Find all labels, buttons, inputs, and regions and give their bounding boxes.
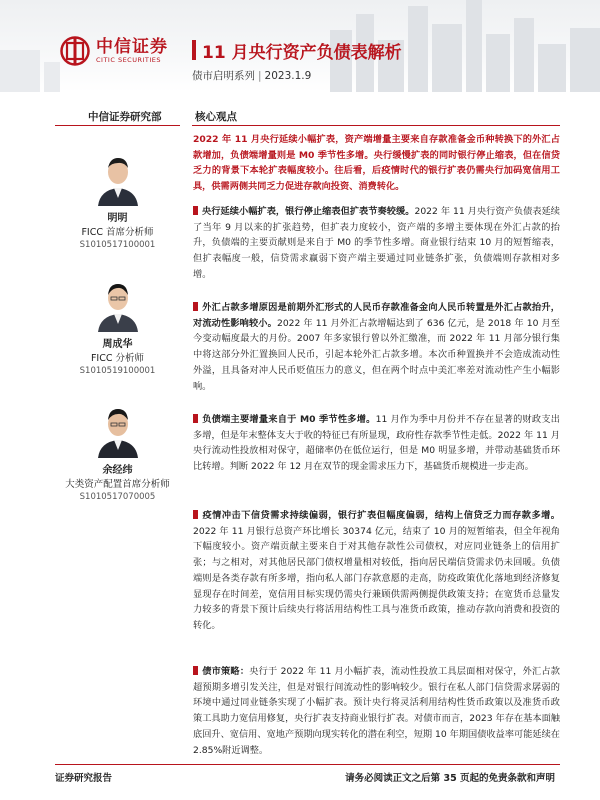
footer-report-type: 证券研究报告 xyxy=(55,773,113,784)
paragraph-body: 11 月作为季中月份并不存在显著的财政支出多增，但是年末整体支大于收的特征已有所显现，政府性存款季节性走低。2022 年 11 月央行流动性投放相对保守，超储率仍在低位运行，但是 M0 明显多增，并带动基础货币环比转增。判断 2022 年 12 月在双节的现金需求压力下，基础货币规模进一步走高。 xyxy=(193,414,560,473)
analyst-license-id: S1010517100001 xyxy=(79,240,156,250)
analyst-title: FICC 首席分析师 xyxy=(81,227,154,238)
series-name: 债市启明系列 xyxy=(192,70,255,82)
series-info xyxy=(192,68,311,83)
analyst-card xyxy=(55,150,180,251)
analyst-title: FICC 分析师 xyxy=(90,353,145,364)
analyst-photo xyxy=(90,276,146,332)
citic-logo-icon xyxy=(60,36,90,66)
analyst-card xyxy=(55,276,180,377)
report-title: 11 月央行资产负债表解析 xyxy=(202,43,402,63)
analyst-title: 大类资产配置首席分析师 xyxy=(65,479,170,490)
paragraph-lead: 债市策略： xyxy=(202,666,250,677)
paragraph-body: 2022 年 11 月银行总资产环比增长 30374 亿元，结束了 10 月的短暂缩表，但全年视角下幅度较小。资产端贡献主要来自于对其他存款性公司债权，对应同业链条上的信用扩张；与之相对，对其他居民部门债权增量相对较低，指向居民端信贷需求仍未回暖。负债端则是各类存款有所多增，指向私人部门存款意愿的走高，防疫政策优化落地到经济修复显现存在时间差，宽信用目标实现仍需央行兼顾供需两侧提供政策支持；在宽货币总量发力较多的背景下预计后续央行将活用结构性工具与准货币政策，推动存款向消费和投资的转化。 xyxy=(193,525,560,631)
logo-chinese-name: 中信证券 xyxy=(96,36,168,57)
key-point-paragraph xyxy=(193,664,560,758)
footer-rule xyxy=(55,764,560,765)
sidebar-rule xyxy=(55,125,180,126)
analyst-photo xyxy=(90,150,146,206)
paragraph-lead: 央行延续小幅扩表，银行停止缩表但扩表节奏较缓。 xyxy=(202,206,415,217)
key-point-paragraph xyxy=(193,204,560,283)
analyst-license-id: S1010517070005 xyxy=(79,492,156,502)
paragraph-lead: 外汇占款多增原因是前期外汇形式的人民币存款准备金向人民币转置是外汇占款抬升，对流动性影响较小。 xyxy=(193,302,560,329)
bullet-marker xyxy=(193,206,198,215)
bullet-marker xyxy=(193,414,198,423)
core-views-heading: 核心观点 xyxy=(195,111,237,123)
analyst-photo xyxy=(90,402,146,458)
sidebar-heading: 中信证券研究部 xyxy=(88,111,162,123)
bullet-marker xyxy=(193,302,198,311)
paragraph-lead: 负债端主要增量来自于 M0 季节性多增。 xyxy=(202,414,376,425)
paragraph-lead: 疫情冲击下信贷需求持续偏弱，银行扩表但幅度偏弱，结构上信贷乏力而存款多增。 xyxy=(202,510,560,521)
key-point-paragraph xyxy=(193,508,560,634)
summary-text: 2022 年 11 月央行延续小幅扩表，资产端增量主要来自存款准备金币种转换下的外汇占款增加，负债端增量则是 M0 季节性多增。央行缓慢扩表的同时银行停止缩表，但在信贷乏力的背景下本轮扩表幅度较小。往后看，后疫情时代的银行扩表仍需央行加码宽信用工具，供需两侧共同乏力促进存款向投资、消费转化。 xyxy=(193,134,560,193)
report-header xyxy=(0,0,600,92)
footer-disclaimer: 请务必阅读正文之后第 35 页起的免责条款和声明 xyxy=(345,773,555,784)
paragraph-body: 央行于 2022 年 11 月小幅扩表，流动性投放工具层面相对保守，外汇占款超预期多增引发关注，但是对银行间流动性的影响较少。银行在私人部门信贷需求孱弱的环境中通过同业链条实现了小幅扩表。预计央行将灵活利用结构性货币政策以及准货币政策工具助力宽信用修复，央行扩表支持商业银行扩表。对债市而言，2023 年存在基本面触底回升、宽信用、宽地产预期向现实转化的潜在利空，短期 10 年期国债收益率可能延续在 2.85%附近调整。 xyxy=(193,666,560,756)
paragraph-body: 2022 年 11 月央行资产负债表延续了当年 9 月以来的扩张趋势，但扩表力度较小，资产端的多增主要体现在外汇占款的抬升，负债端的主要贡献则是来自于 M0 的季节性多增。商业银行结束 10 月的短暂缩表，但扩表幅度一般，信贷需求赢弱下资产端主要通过同业链条扩张，负债端则存款相对多增。 xyxy=(193,206,560,280)
key-point-paragraph xyxy=(193,300,560,394)
analyst-name: 明明 xyxy=(107,213,128,224)
main-rule xyxy=(192,125,560,126)
analyst-card xyxy=(55,402,180,503)
series-separator: | xyxy=(258,70,262,82)
logo-english-name: CITIC SECURITIES xyxy=(96,55,162,64)
paragraph-body: 2022 年 11 月外汇占款增幅达到了 636 亿元，是 2018 年 10 月至今变动幅度最大的月份。2007 年多家银行曾以外汇缴准，而 2022 年 11 月部分银行集中将这部分外汇置换回人民币，引起本轮外汇占款多增。本次币种置换并不会造成流动性外溢，且具备对冲人民币贬值压力的意义，但在两个时点中美汇率差对流动性产生小幅影响。 xyxy=(193,317,560,392)
analyst-license-id: S1010519100001 xyxy=(79,366,156,376)
bullet-marker xyxy=(193,666,198,675)
key-point-paragraph xyxy=(193,412,560,475)
analyst-name: 周成华 xyxy=(102,339,133,350)
bullet-marker xyxy=(193,510,198,519)
analyst-name: 余经纬 xyxy=(102,465,133,476)
citic-logo xyxy=(60,36,168,66)
report-date: 2023.1.9 xyxy=(264,70,312,82)
title-accent-bar xyxy=(192,40,196,60)
